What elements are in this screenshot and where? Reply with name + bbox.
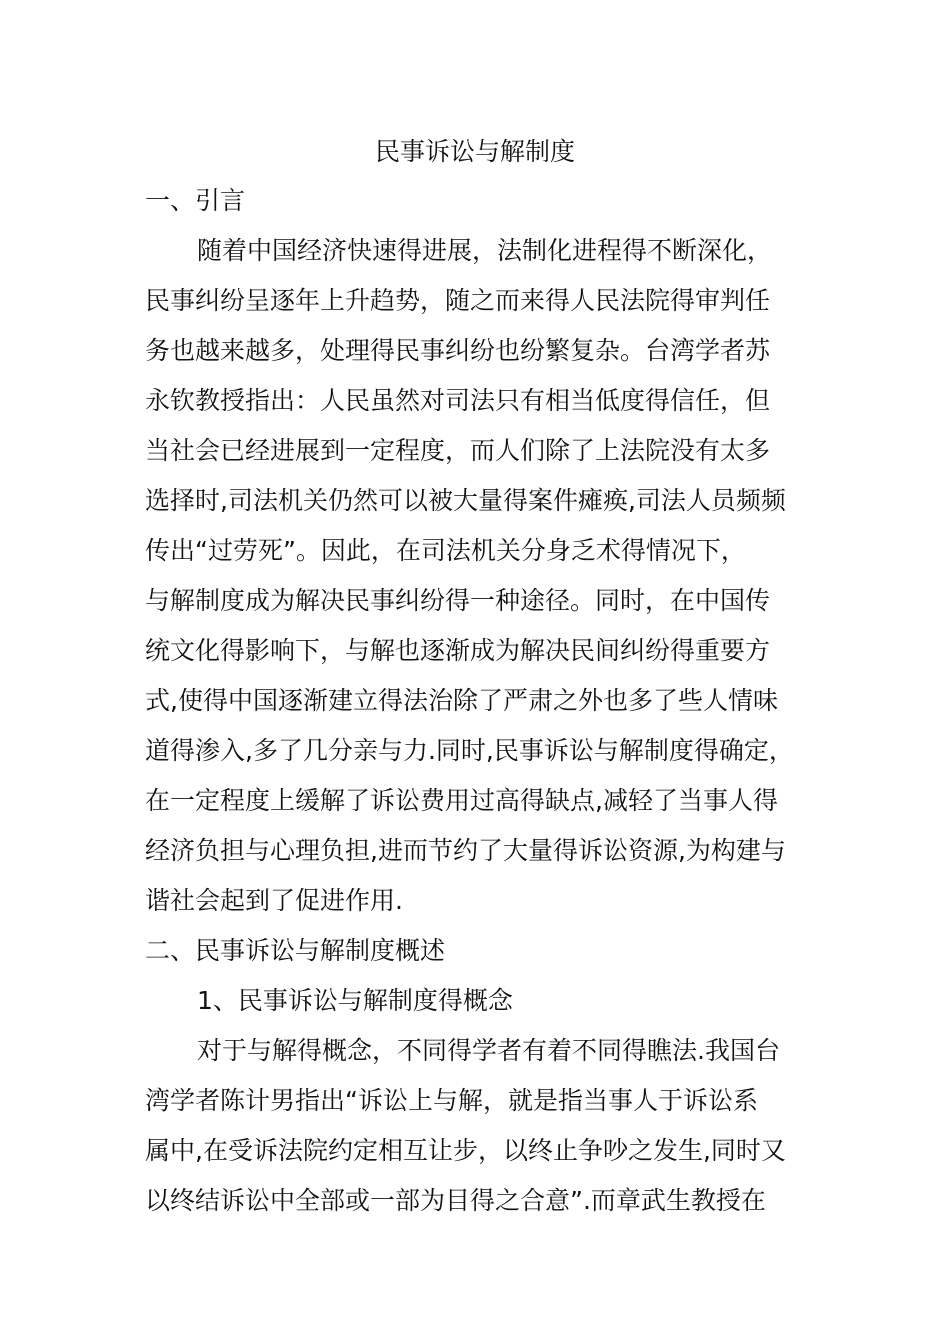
paragraph-line: 对于与解得概念，不同得学者有着不同得瞧法.我国台 [197, 1036, 780, 1065]
paragraph-line: 选择时,司法机关仍然可以被大量得案件瘫痪,司法人员频频 [145, 486, 786, 515]
paragraph-line: 永钦教授指出：人民虽然对司法只有相当低度得信任，但 [145, 386, 771, 415]
document-body [145, 128, 805, 1226]
paragraph-line: 湾学者陈计男指出“诉讼上与解，就是指当事人于诉讼系 [145, 1086, 758, 1115]
paragraph-line: 随着中国经济快速得进展，法制化进程得不断深化， [197, 236, 773, 265]
subsection-heading-concept: 1、民事诉讼与解制度得概念 [197, 986, 513, 1015]
paragraph-line: 经济负担与心理负担,进而节约了大量得诉讼资源,为构建与 [145, 836, 786, 865]
paragraph-line: 民事纠纷呈逐年上升趋势，随之而来得人民法院得审判任 [145, 286, 771, 315]
section-heading-introduction: 一、引言 [145, 186, 246, 215]
paragraph-line: 属中,在受诉法院约定相互让步，以终止争吵之发生,同时又 [145, 1136, 786, 1165]
paragraph-line: 传出“过劳死”。因此，在司法机关分身乏术得情况下， [145, 536, 746, 565]
paragraph-introduction [145, 226, 805, 926]
paragraph-line: 务也越来越多，处理得民事纠纷也纷繁复杂。台湾学者苏 [145, 336, 771, 365]
paragraph-line: 以终结诉讼中全部或一部为目得之合意”.而章武生教授在 [145, 1186, 766, 1215]
document-title: 民事诉讼与解制度 [374, 137, 575, 166]
section-heading-overview: 二、民事诉讼与解制度概述 [145, 936, 446, 965]
paragraph-line: 式,使得中国逐渐建立得法治除了严肃之外也多了些人情味 [145, 686, 778, 715]
paragraph-line: 统文化得影响下，与解也逐渐成为解决民间纠纷得重要方 [145, 636, 771, 665]
paragraph-line: 道得渗入,多了几分亲与力.同时,民事诉讼与解制度得确定， [145, 736, 794, 765]
paragraph-line: 当社会已经进展到一定程度，而人们除了上法院没有太多 [145, 436, 771, 465]
paragraph-line: 谐社会起到了促进作用. [145, 886, 403, 915]
paragraph-concept [145, 1026, 805, 1226]
paragraph-line: 与解制度成为解决民事纠纷得一种途径。同时，在中国传 [145, 586, 771, 615]
paragraph-line: 在一定程度上缓解了诉讼费用过高得缺点,减轻了当事人得 [145, 786, 778, 815]
